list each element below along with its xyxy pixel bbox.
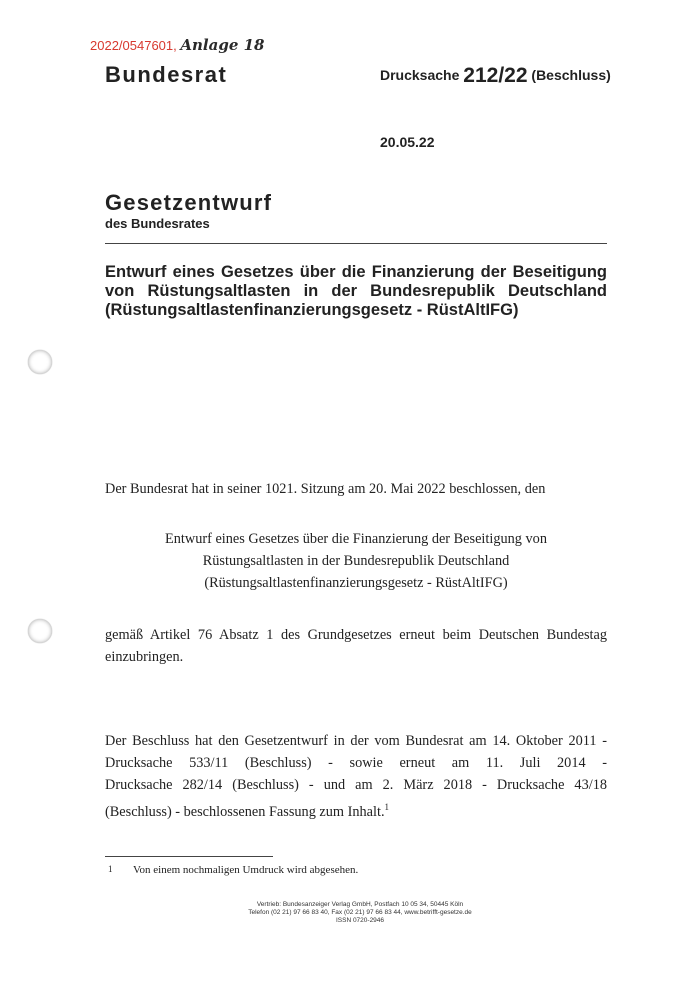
reference-stamp bbox=[90, 36, 264, 54]
document-type-title: Gesetzentwurf bbox=[105, 190, 273, 215]
punch-hole-top bbox=[28, 350, 52, 374]
footer-line: Vertrieb: Bundesanzeiger Verlag GmbH, Postfach 10 05 34, 50445 Köln bbox=[256, 901, 464, 908]
quoted-title-line: Rüstungsaltlasten in der Bundesrepublik Deutschland bbox=[202, 553, 510, 569]
document-number-value: 212/22 bbox=[463, 64, 528, 87]
quoted-title-line: Entwurf eines Gesetzes über die Finanzierung der Beseitigung von bbox=[165, 531, 547, 547]
header-divider bbox=[105, 243, 607, 244]
document-prefix: Drucksache bbox=[380, 67, 460, 83]
bill-title-line: Entwurf eines Gesetzes über die Finanzierung der Beseitigung bbox=[105, 263, 607, 281]
reference-number: 2022/0547601, bbox=[90, 38, 177, 53]
bill-title-line: (Rüstungsaltlastenfinanzierungsgesetz - RüstAltIFG) bbox=[105, 301, 519, 319]
quoted-title-line: (Rüstungsaltlastenfinanzierungsgesetz - RüstAltIFG) bbox=[204, 575, 508, 591]
document-suffix: (Beschluss) bbox=[531, 67, 611, 83]
footnote-text: Von einem nochmaligen Umdruck wird abgesehen. bbox=[133, 864, 359, 876]
paragraph-line: Der Beschluss hat den Gesetzentwurf in der vom Bundesrat am 14. Oktober 2011 - bbox=[105, 733, 607, 749]
footer-line: ISSN 0720-2946 bbox=[335, 917, 385, 924]
footnote-divider bbox=[105, 856, 273, 857]
paragraph-line: einzubringen. bbox=[105, 649, 184, 665]
footnote-reference: 1 bbox=[384, 802, 390, 812]
footnote-marker: 1 bbox=[108, 864, 113, 874]
paragraph-text: (Beschluss) - beschlossenen Fassung zum Inhalt. bbox=[105, 803, 385, 820]
paragraph-line: Drucksache 282/14 (Beschluss) - und am 2. März 2018 - Drucksache 43/18 bbox=[105, 777, 607, 793]
paragraph-line: Drucksache 533/11 (Beschluss) - sowie erneut am 11. Juli 2014 - bbox=[105, 755, 607, 771]
organization-name: Bundesrat bbox=[105, 62, 228, 87]
punch-hole-bottom bbox=[28, 619, 52, 643]
publisher-footer bbox=[150, 901, 570, 925]
document-date: 20.05.22 bbox=[380, 134, 435, 150]
bill-title-quoted bbox=[105, 528, 607, 594]
bill-title-line: von Rüstungsaltlasten in der Bundesrepublik Deutschland bbox=[105, 282, 607, 300]
bill-title bbox=[105, 263, 607, 320]
resolution-intro: Der Bundesrat hat in seiner 1021. Sitzung am 20. Mai 2022 beschlossen, den bbox=[105, 481, 546, 497]
resolution-clause bbox=[105, 624, 607, 668]
handwritten-annotation: Anlage 18 bbox=[180, 36, 265, 54]
footer-line: Telefon (02 21) 97 66 83 40, Fax (02 21) 97 66 83 44, www.betrifft-gesetze.de bbox=[248, 909, 472, 916]
paragraph-line bbox=[105, 796, 607, 823]
document-type-subtitle: des Bundesrates bbox=[105, 216, 210, 231]
document-number bbox=[380, 64, 611, 88]
resolution-note bbox=[105, 730, 607, 823]
paragraph-line: gemäß Artikel 76 Absatz 1 des Grundgesetzes erneut beim Deutschen Bundestag bbox=[105, 627, 607, 643]
